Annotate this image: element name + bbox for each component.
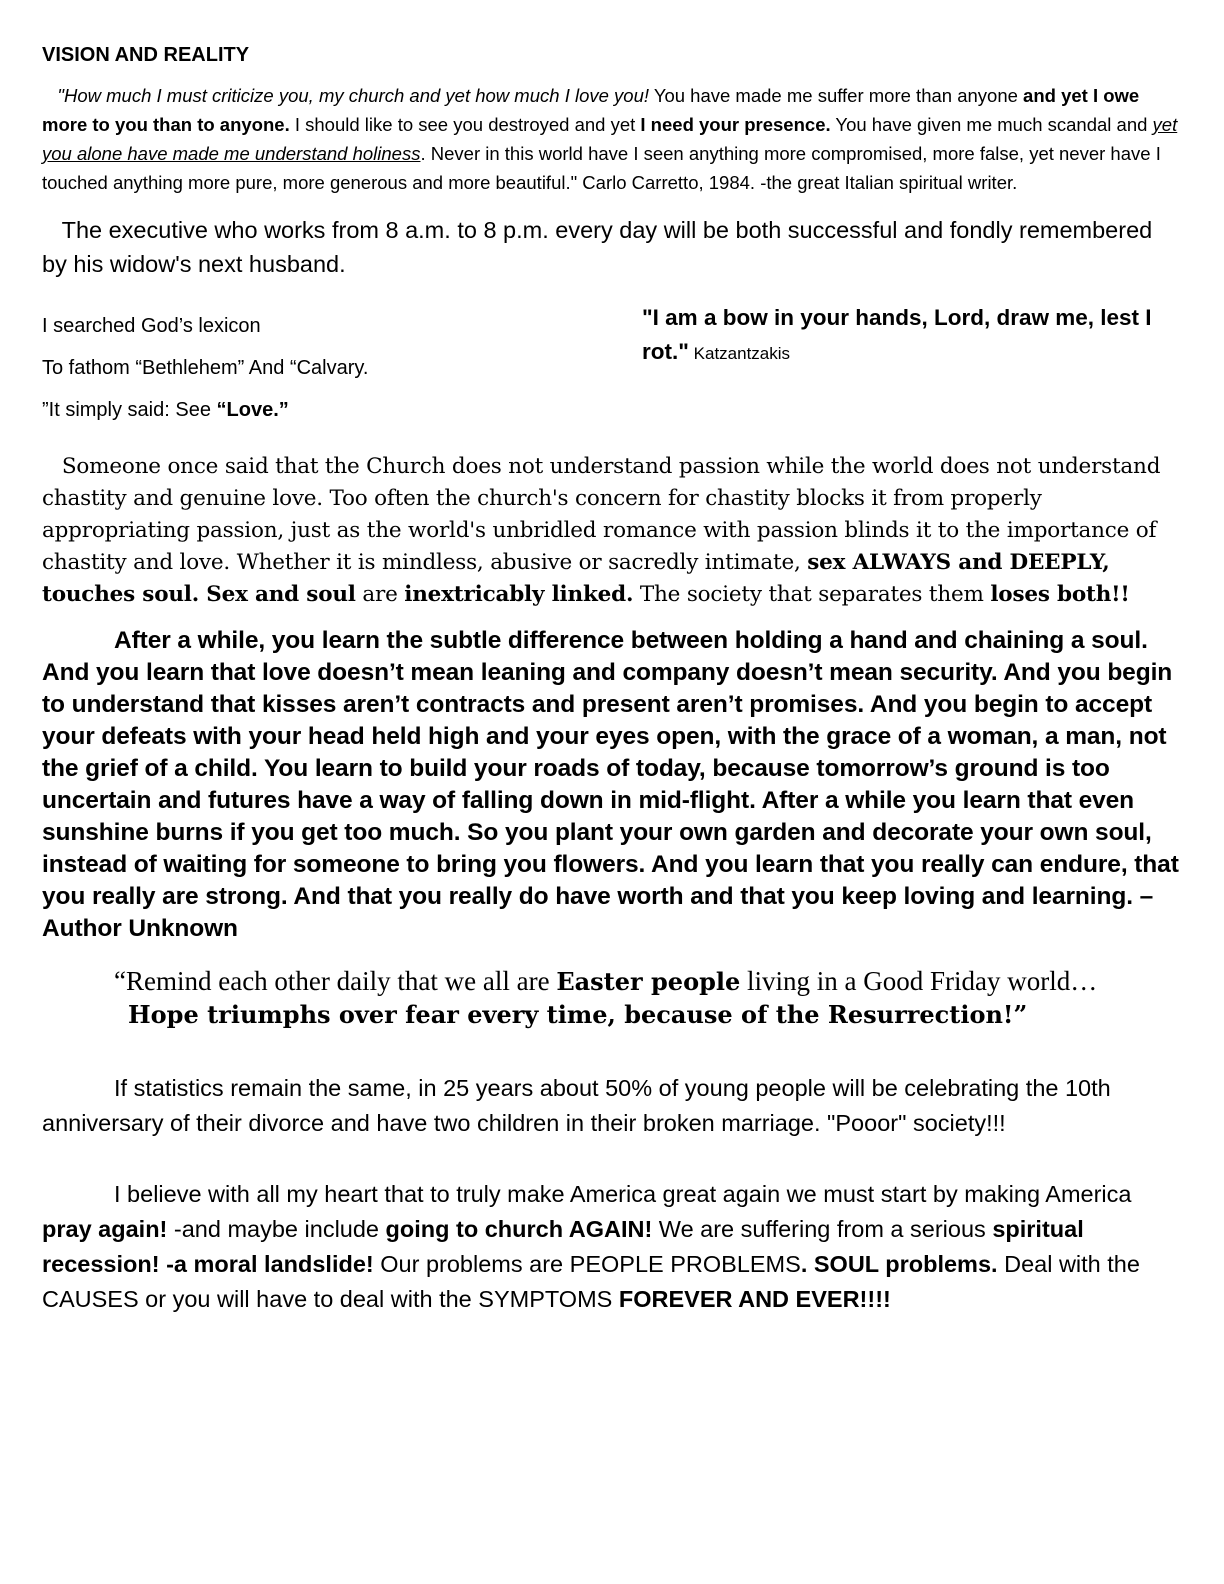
- passion-bold-1: sex ALWAYS and DEEPLY, touches soul. Sex and soul: [42, 550, 1110, 607]
- easter-text-2: living in a Good Friday world…: [740, 966, 1098, 996]
- page-title: VISION AND REALITY: [42, 44, 250, 66]
- easter-text-1: “Remind each other daily that we all are: [114, 966, 557, 996]
- america-paragraph: [42, 1177, 1182, 1317]
- america-bold-4: . SOUL problems.: [800, 1251, 998, 1277]
- bow-quote-text: "I am a bow in your hands, Lord, draw me, lest I rot.": [642, 305, 1152, 364]
- america-bold-5: FOREVER AND EVER!!!!: [618, 1286, 891, 1312]
- passion-bold-3: loses both!!: [990, 582, 1130, 607]
- carretto-bold-1: and yet I owe more to you than to anyone.: [42, 85, 1140, 135]
- poem-line-3-prefix: ”It simply said: See: [42, 399, 217, 421]
- poem-love: “Love.”: [216, 399, 289, 421]
- america-text-5: Deal with the CAUSES or you will have to deal with the SYMPTOMS: [42, 1251, 1140, 1312]
- america-text-2: -and maybe include: [167, 1216, 386, 1242]
- carretto-bold-2: I need your presence.: [640, 114, 831, 135]
- america-bold-3: spiritual recession! -a moral landslide!: [42, 1216, 1084, 1277]
- passion-text-3: The society that separates them: [633, 582, 991, 607]
- carretto-quote-opening: "How much I must criticize you, my church and yet how much I love you!: [57, 85, 650, 106]
- easter-hope: Hope triumphs over fear every time, because of the Resurrection!”: [128, 1000, 1028, 1029]
- carretto-quote: [42, 81, 1182, 197]
- easter-quote: [42, 965, 1182, 1031]
- america-text-3: We are suffering from a serious: [652, 1216, 993, 1242]
- poem-line-1: I searched God’s lexicon: [42, 315, 261, 337]
- carretto-underlined: yet you alone have made me understand holiness: [42, 114, 1178, 164]
- america-bold-1: pray again!: [42, 1216, 168, 1242]
- statistics-paragraph: If statistics remain the same, in 25 years about 50% of young people will be celebrating the 10th anniversary of their divorce and have two children in their broken marriage. "Pooor" society!!!: [42, 1075, 1111, 1136]
- lexicon-poem: [42, 315, 368, 441]
- america-bold-2: going to church AGAIN!: [385, 1216, 653, 1242]
- after-a-while-poem: After a while, you learn the subtle difference between holding a hand and chaining a soul. And you learn that love doesn’t mean leaning and company doesn’t mean security. And you begin to understand that kisses aren’t contracts and present aren’t promises. And you begin to accept your defeats with your head held high and your eyes open, with the grace of a woman, a man, not the grief of a child. You learn to build your roads of today, because tomorrow’s ground is too uncertain and futures have a way of falling down in mid-flight. After a while you learn that even sunshine burns if you get too much. So you plant your own garden and decorate your own soul, instead of waiting for someone to bring you flowers. And you learn that you really can endure, that you really are strong. And that you really do have worth and that you keep loving and learning. – Author Unknown: [42, 627, 1179, 942]
- executive-joke: [42, 213, 1182, 281]
- carretto-text-4: . Never in this world have I seen anything more compromised, more false, yet never have I touched anything more pure, more generous and more beautiful." Carlo Carretto, 1984. -the great Italian spiritual writer.: [42, 143, 1161, 193]
- easter-people: Easter people: [556, 967, 741, 996]
- poem-line-2: To fathom “Bethlehem” And “Calvary.: [42, 357, 369, 379]
- passion-text-1: Someone once said that the Church does not understand passion while the world does not understand chastity and genuine love. Too often the church's concern for chastity blocks it from properly appropriating passion, just as the world's unbridled romance with passion blinds it to the importance of chastity and love. Whether it is mindless, abusive or sacredly intimate,: [42, 454, 1161, 575]
- passion-bold-2: inextricably linked.: [404, 582, 634, 607]
- bow-quote: [642, 301, 1162, 371]
- america-text-1: I believe with all my heart that to truly make America great again we must start by making America: [114, 1181, 1132, 1207]
- passion-paragraph: [42, 451, 1182, 611]
- bulletin-page: [42, 44, 1182, 1317]
- carretto-text-2: I should like to see you destroyed and yet: [289, 114, 641, 135]
- carretto-text-1: You have made me suffer more than anyone: [649, 85, 1024, 106]
- passion-text-2: are: [355, 582, 405, 607]
- poem-line-3: [42, 399, 368, 441]
- executive-joke-text: The executive who works from 8 a.m. to 8 p.m. every day will be both successful and fondly remembered by his widow's next husband.: [42, 217, 1153, 277]
- bow-quote-author: Katzantzakis: [688, 344, 791, 363]
- carretto-text-3: You have given me much scandal and: [830, 114, 1153, 135]
- america-text-4: Our problems are PEOPLE PROBLEMS: [373, 1251, 801, 1277]
- two-column-section: [42, 301, 1182, 429]
